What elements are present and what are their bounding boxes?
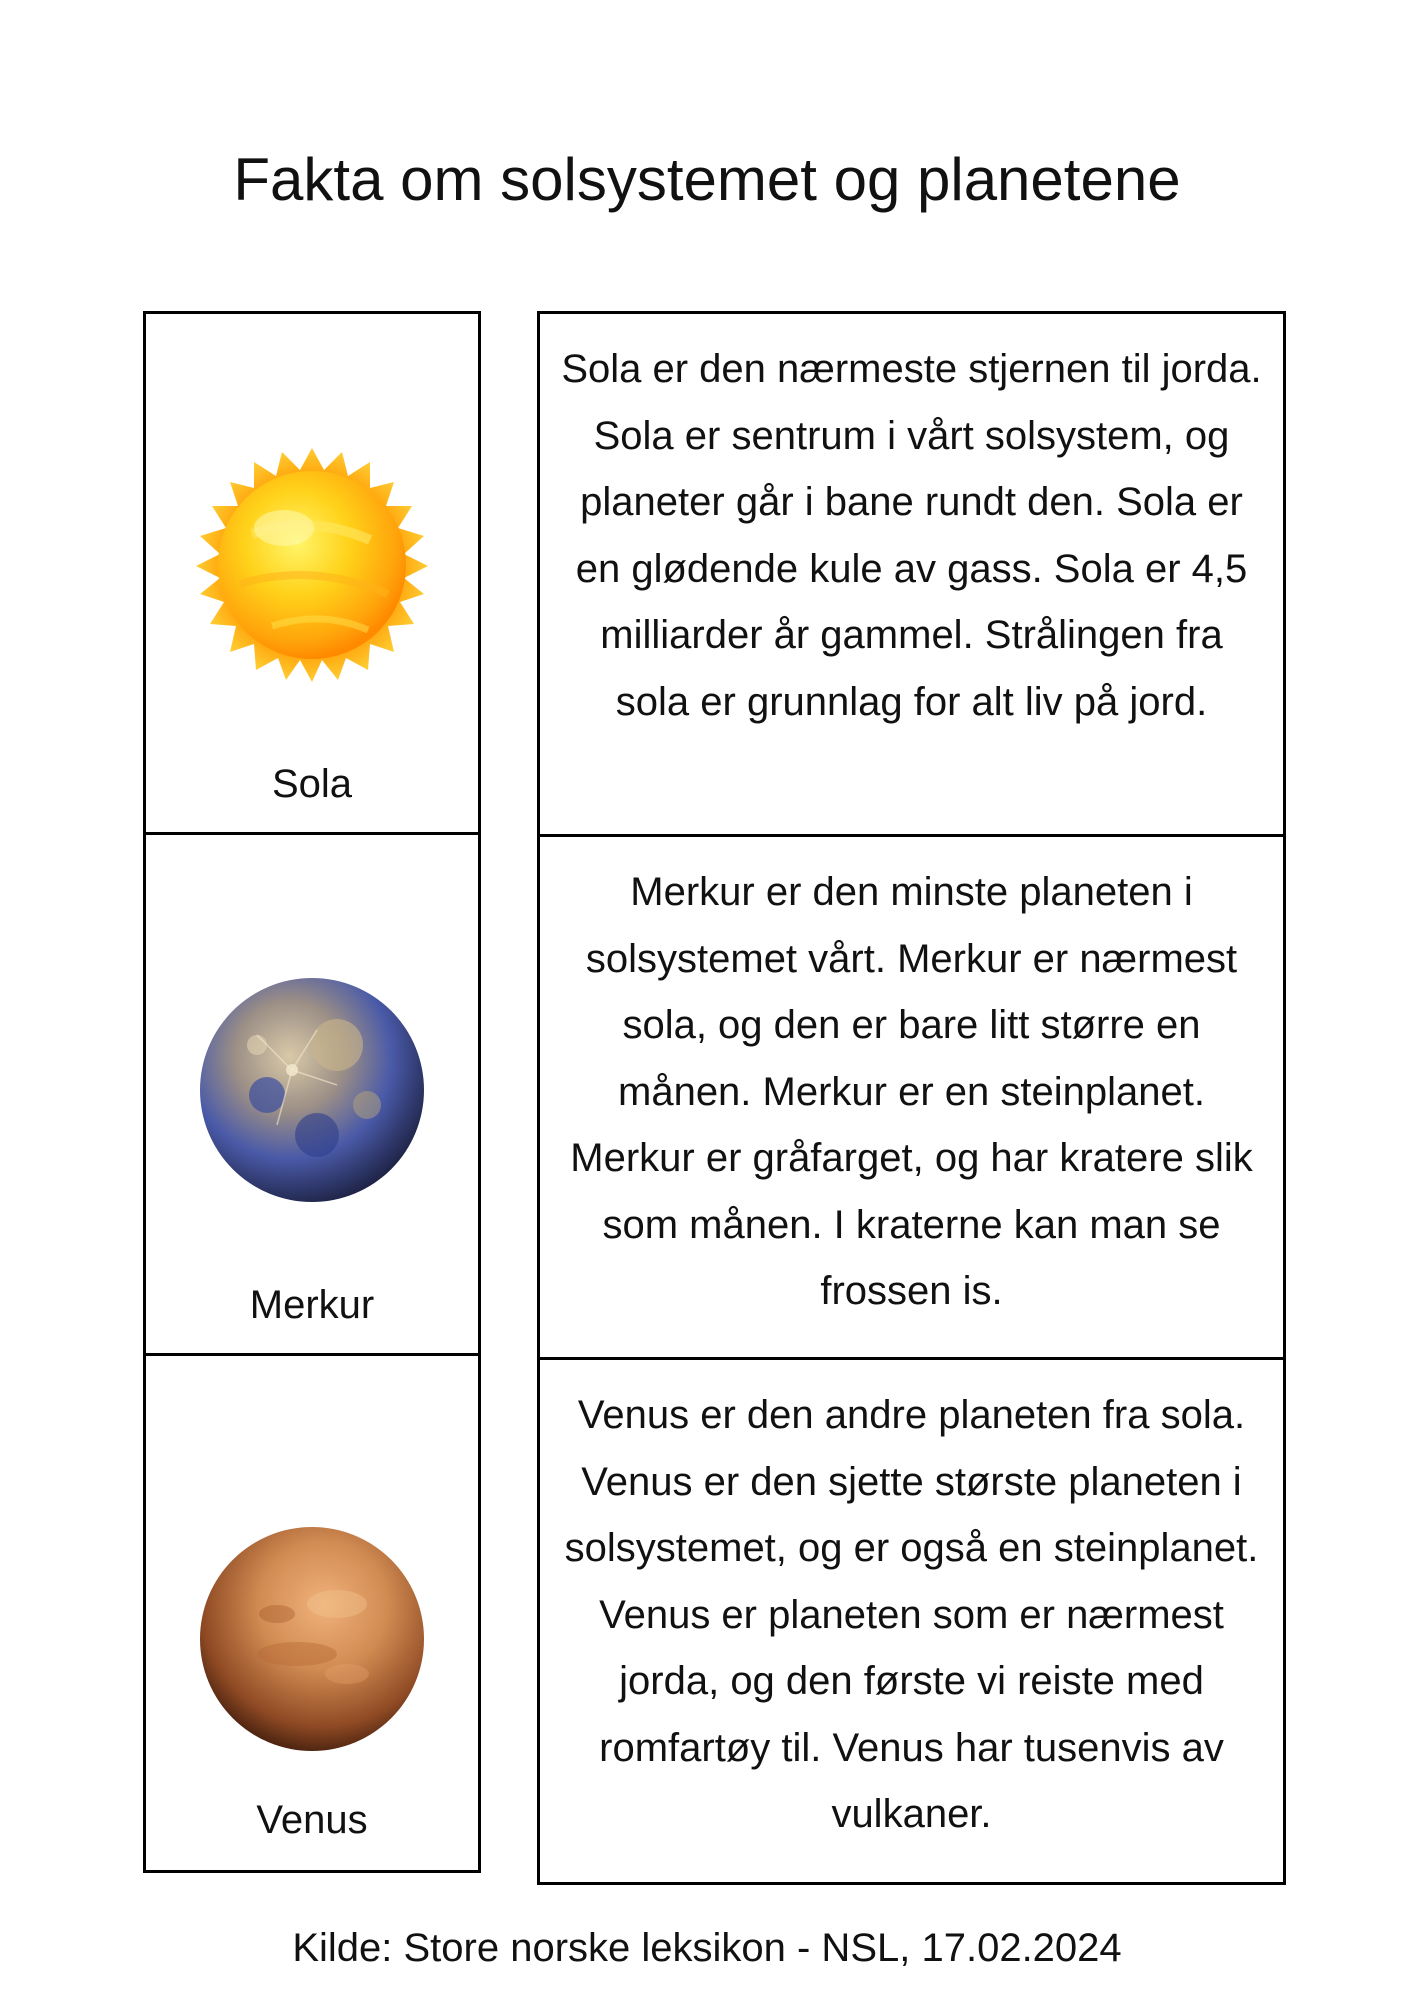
planet-text-column xyxy=(537,311,1286,1885)
fact-text: Merkur er den minste planeten i solsystemet vårt. Merkur er nærmest sola, og den er bare litt større en månen. Merkur er en steinplanet. Merkur er gråfarget, og har kratere slik som månen. I kraterne kan man se frossen is. xyxy=(570,870,1253,1313)
source-citation: Kilde: Store norske leksikon - NSL, 17.02.2024 xyxy=(292,1926,1122,1970)
venus-icon xyxy=(197,1524,427,1754)
planet-name: Venus xyxy=(256,1798,368,1842)
fact-box-sola xyxy=(537,311,1286,837)
planet-name: Merkur xyxy=(249,1283,375,1327)
planet-image-column xyxy=(143,311,481,1873)
fact-box-merkur xyxy=(537,834,1286,1360)
fact-text: Venus er den andre planeten fra sola. Venus er den sjette største planeten i solsystemet, og er også en steinplanet. Venus er planeten som er nærmest jorda, og den første vi reiste med romfartøy til. Venus har tusenvis av vulkaner. xyxy=(564,1393,1259,1836)
mercury-icon xyxy=(197,975,427,1205)
planet-card-venus xyxy=(143,1353,481,1873)
page-title: Fakta om solsystemet og planetene xyxy=(233,146,1181,213)
planet-card-merkur xyxy=(143,832,481,1356)
fact-box-venus xyxy=(537,1357,1286,1885)
planet-name: Sola xyxy=(271,762,353,806)
fact-text: Sola er den nærmeste stjernen til jorda. Sola er sentrum i vårt solsystem, og planeter går i bane rundt den. Sola er en glødende kule av gass. Sola er 4,5 milliarder år gammel. Strålingen fra sola er grunnlag for alt liv på jord. xyxy=(561,347,1262,724)
planet-card-sola xyxy=(143,311,481,835)
sun-icon xyxy=(192,444,432,684)
